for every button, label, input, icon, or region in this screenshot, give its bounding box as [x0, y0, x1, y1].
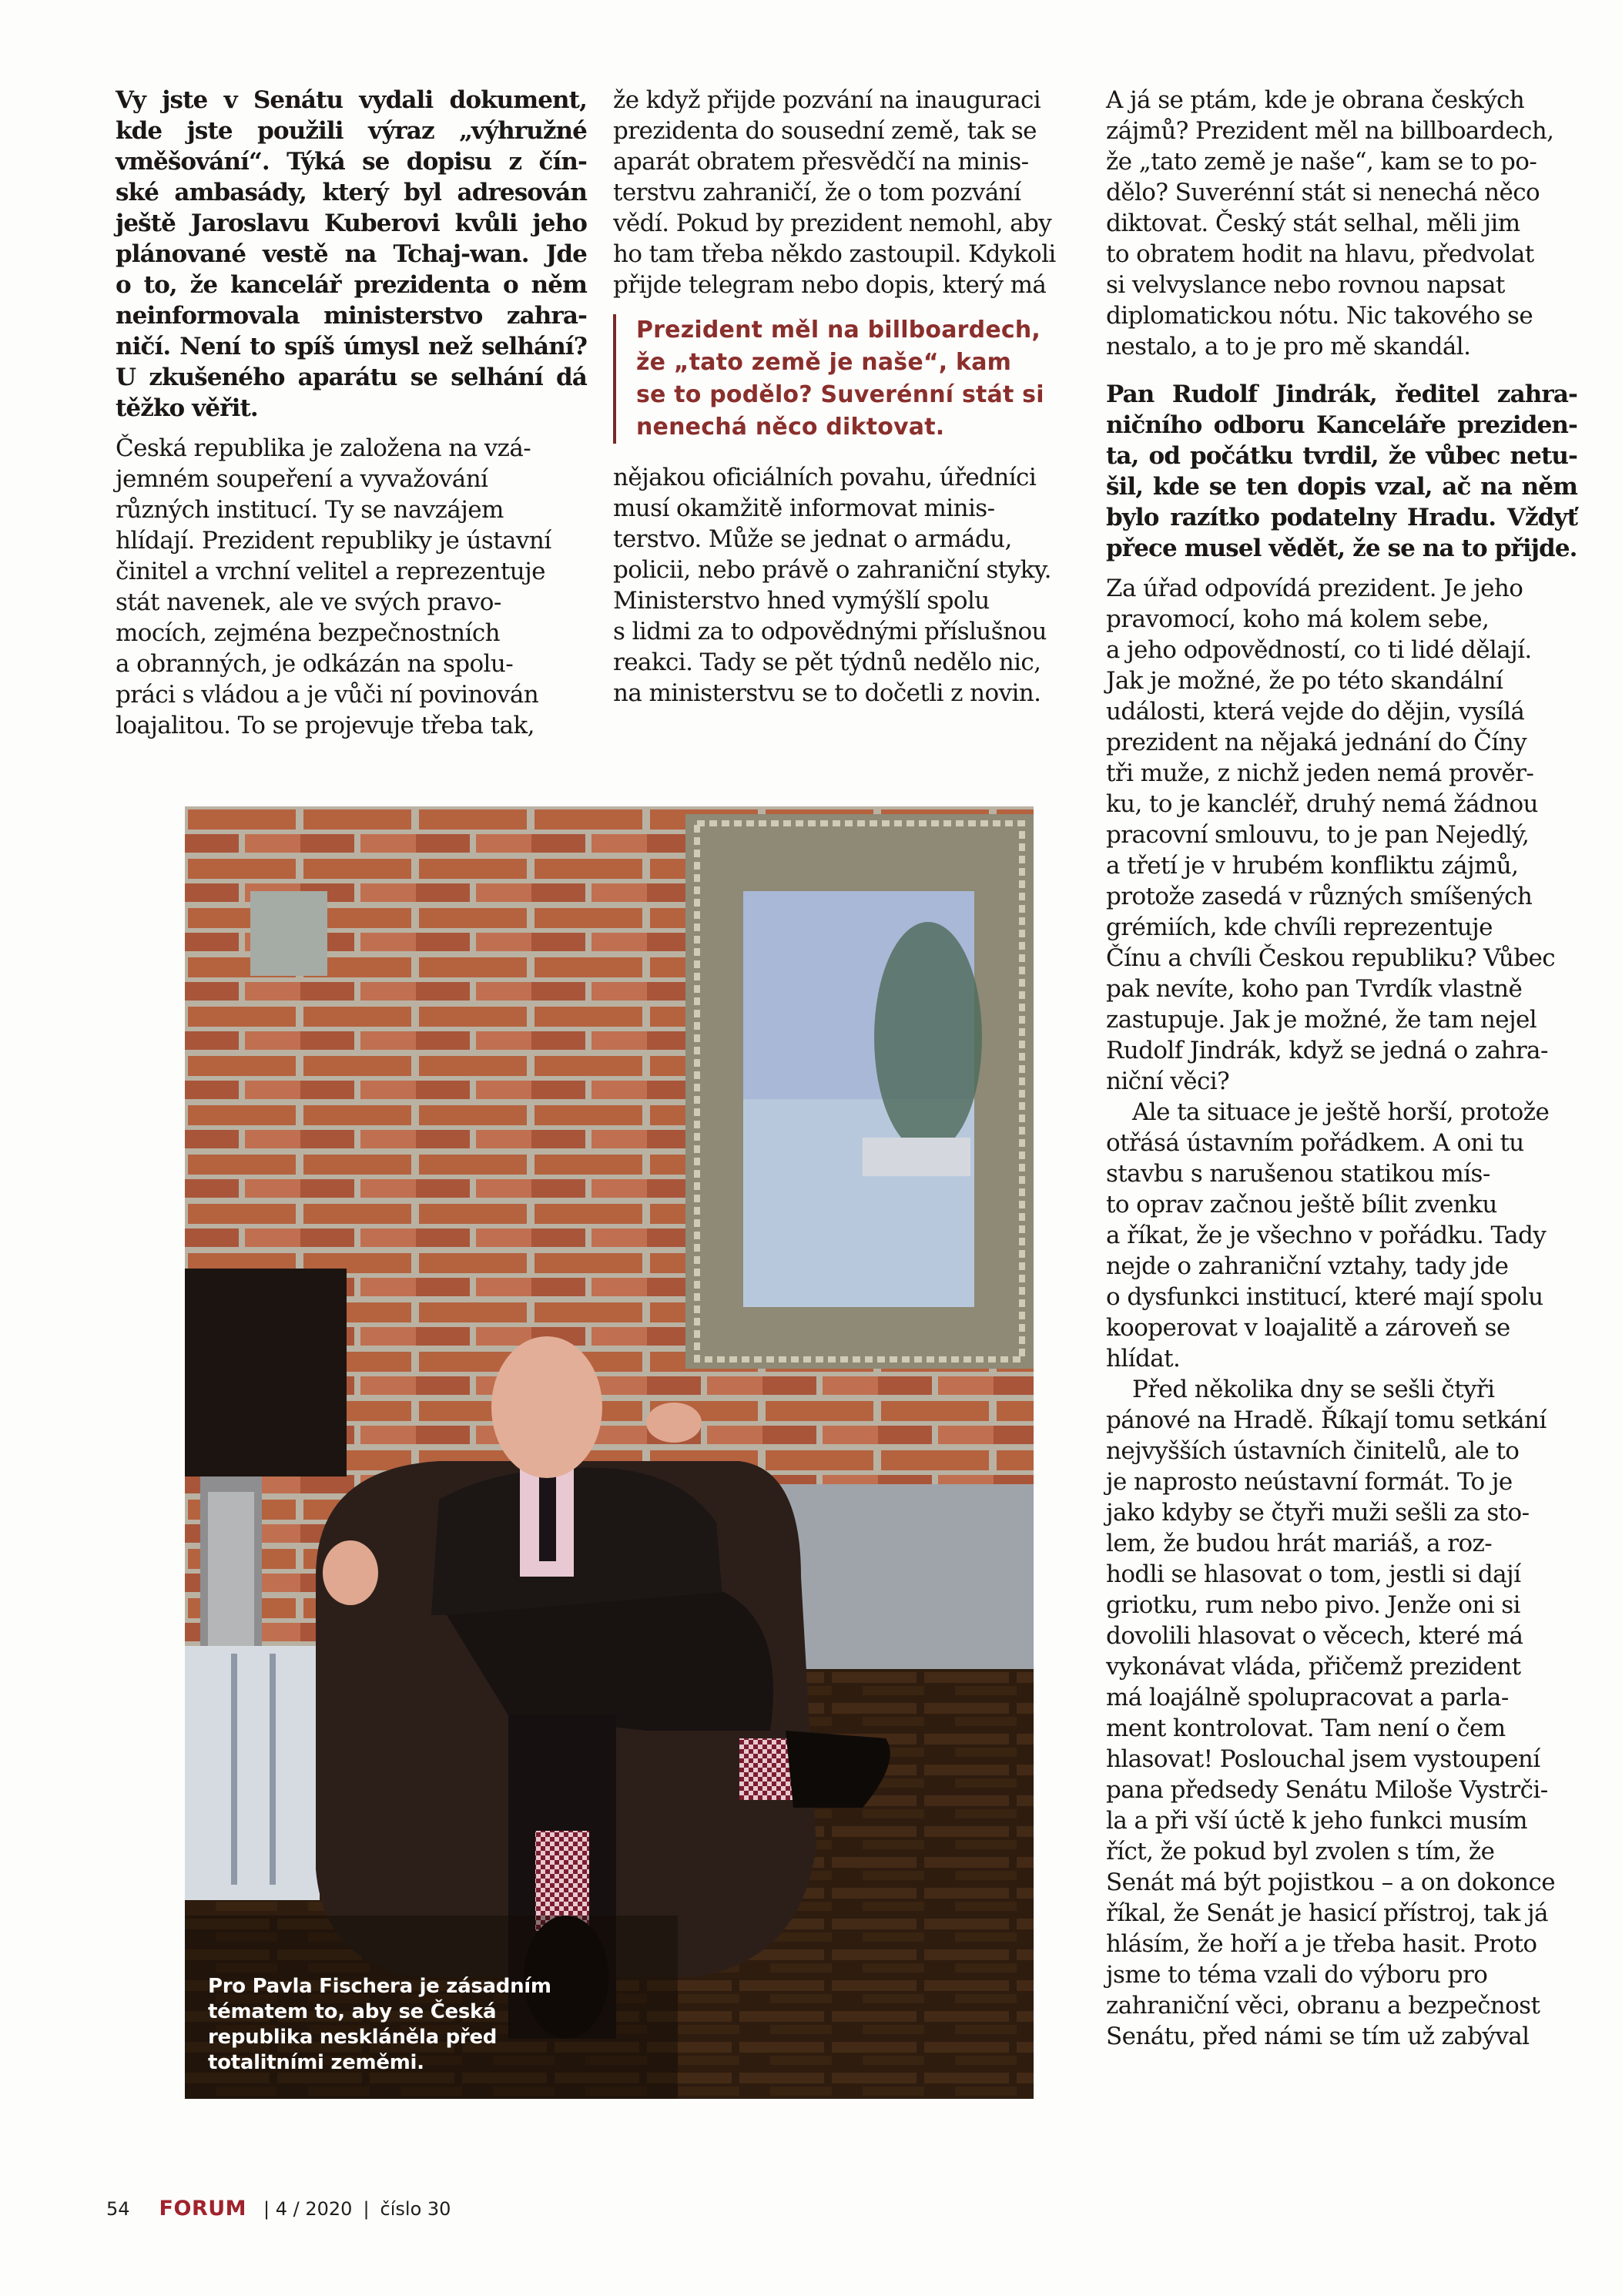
text-line: to oprav začnou ještě bílit zvenku [1106, 1191, 1497, 1218]
text-line: že „tato země je naše“, kam [636, 349, 1012, 376]
text-line: terstvu zahraničí, že o tom pozvání [613, 179, 1021, 206]
text-line: grémiích, kde chvíli reprezentuje [1106, 913, 1493, 941]
portrait-photo [185, 806, 1034, 2099]
issue-number: číslo 30 [380, 2197, 451, 2220]
text-line: šil, kde se ten dopis vzal, ač na něm [1106, 473, 1577, 501]
interview-answer-1 [116, 433, 587, 741]
text-line: různých institucí. Ty se navzájem [116, 496, 504, 524]
interview-question-2 [1106, 379, 1577, 564]
text-line: ment kontrolovat. Tam není o čem [1106, 1714, 1506, 1742]
text-line: pana předsedy Senátu Miloše Vystrči- [1106, 1776, 1548, 1804]
text-line: niční věci? [1106, 1068, 1230, 1095]
suit-jacket [431, 1467, 724, 1615]
text-line: nenechá něco diktovat. [636, 414, 945, 441]
text-line: si velvyslance nebo rovnou napsat [1106, 271, 1505, 299]
text-line: ničí. Není to spíš úmysl než selhání? [116, 333, 587, 360]
text-line: musí okamžitě informovat minis- [613, 494, 995, 522]
text-line: události, která vejde do dějin, vysílá [1106, 698, 1525, 726]
text-line: říct, že pokud byl zvolen s tím, že [1106, 1838, 1495, 1865]
text-line: hodli se hlasovat o tom, jestli si dají [1106, 1560, 1521, 1588]
text-line: Senátu, před námi se tím už zabýval [1106, 2023, 1530, 2050]
text-line: o dysfunkci institucí, které mají spolu [1106, 1283, 1543, 1311]
text-line: Pro Pavla Fischera je zásadním [208, 1975, 551, 1998]
text-line: s lidmi za to odpovědnými příslušnou [613, 618, 1047, 645]
text-line: pánové na Hradě. Říkají tomu setkání [1106, 1406, 1547, 1434]
text-line: kde jste použili výraz „výhružné [116, 117, 587, 145]
text-line: že „tato země je naše“, kam se to po- [1106, 148, 1537, 176]
text-line: stavbu s narušenou statikou mís- [1106, 1160, 1490, 1188]
interview-question-1 [116, 85, 587, 424]
text-line: na ministerstvu se to dočetli z novin. [613, 679, 1041, 707]
text-line: práci s vládou a je vůči ní povinován [116, 681, 539, 709]
text-line: terstvo. Může se jednat o armádu, [613, 525, 1012, 553]
text-line: ku, to je kancléř, druhý nemá žádnou [1106, 790, 1538, 818]
text-line: diplomatickou nótu. Nic takového se [1106, 302, 1533, 330]
text-line: neinformovala ministerstvo zahra- [116, 302, 587, 330]
text-line: Jak je možné, že po této skandální [1106, 667, 1503, 695]
resting-hand [323, 1540, 378, 1605]
text-line: jako kdyby se čtyři muži sešli za sto- [1106, 1499, 1530, 1527]
text-line: vměšování“. Týká se dopisu z čín- [116, 148, 587, 176]
text-line: Za úřad odpovídá prezident. Je jeho [1106, 575, 1523, 602]
text-line: plánované vestě na Tchaj-wan. Jde [116, 240, 587, 268]
answer-continued [613, 85, 1080, 300]
text-line: činitel a vrchní velitel a reprezentuje [116, 558, 545, 585]
text-line: nejvyšších ústavních činitelů, ale to [1106, 1437, 1520, 1465]
column-1 [116, 85, 587, 741]
text-line: Čínu a chvíli Českou republiku? Vůbec [1106, 944, 1556, 972]
text-line: hlásím, že hoří a je třeba hasit. Proto [1106, 1930, 1537, 1958]
text-line: přijde telegram nebo dopis, který má [613, 271, 1047, 299]
text-line: těžko věřit. [116, 394, 258, 422]
text-line: Rudolf Jindrák, když se jedná o zahra- [1106, 1037, 1548, 1064]
text-line: nejde o zahraniční vztahy, tady jde [1106, 1252, 1509, 1280]
interview-answer-2 [1106, 573, 1577, 1097]
text-line: se to podělo? Suverénní stát si [636, 381, 1044, 408]
text-line: prezidenta do sousední země, tak se [613, 117, 1037, 145]
text-line: ho tam třeba někdo zastoupil. Kdykoli [613, 240, 1056, 268]
text-line: loajalitou. To se projevuje třeba tak, [116, 712, 535, 739]
text-line: republika neskláněla před [208, 2026, 498, 2049]
text-line: lem, že budou hrát mariáš, a roz- [1106, 1530, 1493, 1557]
column-3 [1106, 85, 1577, 2052]
text-line: hlídat. [1106, 1345, 1181, 1373]
raised-hand [646, 1403, 702, 1443]
text-line: zájmů? Prezident měl na billboardech, [1106, 117, 1554, 145]
text-line: je naprosto neústavní formát. To je [1106, 1468, 1513, 1496]
footer-separator: | [363, 2197, 370, 2220]
text-line: zahraniční věci, obranu a bezpečnost [1106, 1992, 1540, 2019]
text-line: Ministerstvo hned vymýšlí spolu [613, 587, 990, 615]
text-line: hlídají. Prezident republiky je ústavní [116, 527, 551, 555]
pull-quote [613, 314, 1080, 444]
text-line: Pan Rudolf Jindrák, ředitel zahra- [1106, 380, 1577, 408]
text-line: otřásá ústavním pořádkem. A oni tu [1106, 1129, 1524, 1157]
text-line: griotku, rum nebo pivo. Jenže oni si [1106, 1591, 1520, 1619]
text-line: to obratem hodit na hlavu, předvolat [1106, 240, 1534, 268]
text-line: pracovní smlouvu, to je pan Nejedlý, [1106, 821, 1530, 849]
side-table [185, 1646, 320, 1900]
text-line: stát navenek, ale ve svých pravo- [116, 588, 501, 616]
text-line: Vy jste v Senátu vydali dokument, [116, 86, 587, 114]
text-line: dovolili hlasovat o věcech, které má [1106, 1622, 1523, 1650]
text-line: nějakou oficiálních povahu, úředníci [613, 464, 1037, 491]
column-2 [613, 85, 1080, 709]
text-line: aparát obratem přesvědčí na minis- [613, 148, 1029, 176]
head [491, 1336, 602, 1478]
lamp-shade [185, 1269, 347, 1476]
tie [539, 1476, 556, 1561]
interview-answer-2-paragraph-3 [1106, 1374, 1577, 2052]
text-line: dělo? Suverénní stát si nenechá něco [1106, 179, 1540, 206]
interview-answer-2-paragraph-2 [1106, 1097, 1577, 1374]
page-footer [106, 2197, 451, 2221]
text-line: Před několika dny se sešli čtyři [1132, 1376, 1495, 1403]
text-line: reakci. Tady se pět týdnů nedělo nic, [613, 649, 1041, 676]
text-line: bylo razítko podatelny Hradu. Vždyť [1106, 504, 1577, 531]
text-line: kooperovat v loajalitě a zároveň se [1106, 1314, 1510, 1342]
text-line: ještě Jaroslavu Kuberovi kvůli jeho [116, 209, 587, 237]
text-line: nestalo, a to je pro mě skandál. [1106, 333, 1471, 360]
text-line: jsme to téma vzali do výboru pro [1106, 1961, 1488, 1989]
text-line: že když přijde pozvání na inauguraci [613, 86, 1041, 114]
text-line: vědí. Pokud by prezident nemohl, aby [613, 209, 1052, 237]
issue-date: | 4 / 2020 [263, 2197, 353, 2220]
text-line: Senát má být pojistkou – a on dokonce [1106, 1869, 1556, 1896]
text-line: protože zasedá v různých smíšených [1106, 883, 1533, 910]
magazine-logo: FORUM [159, 2197, 247, 2221]
text-line: a jeho odpovědností, co ti lidé dělají. [1106, 636, 1532, 664]
text-line: ničního odboru Kanceláře preziden- [1106, 411, 1577, 439]
text-line: mocích, zejména bezpečnostních [116, 619, 500, 647]
text-line: A já se ptám, kde je obrana českých [1106, 86, 1525, 114]
text-line: a říkat, že je všechno v pořádku. Tady [1106, 1222, 1547, 1249]
text-line: ské ambasády, který byl adresován [116, 179, 587, 206]
text-line: říkal, že Senát je hasicí přístroj, tak já [1106, 1899, 1548, 1927]
text-line: tématem to, aby se Česká [208, 2000, 497, 2023]
text-line: la a při vší úctě k jeho funkci musím [1106, 1807, 1527, 1835]
text-line: U zkušeného aparátu se selhání dá [116, 364, 587, 391]
text-line: přece musel vědět, že se na to přijde. [1106, 535, 1577, 562]
photo-illustration [185, 806, 1034, 2099]
text-line: tři muže, z nichž jeden nemá prověr- [1106, 759, 1534, 787]
text-line: totalitními zeměmi. [208, 2051, 424, 2074]
text-line: vykonávat vláda, přičemž prezident [1106, 1653, 1521, 1681]
text-line: zastupuje. Jak je možné, že tam nejel [1106, 1006, 1537, 1034]
text-line: hlasovat! Poslouchal jsem vystoupení [1106, 1745, 1540, 1773]
text-line: a třetí je v hrubém konfliktu zájmů, [1106, 852, 1519, 880]
text-line: jemném soupeření a vyvažování [116, 465, 488, 493]
text-line: Prezident měl na billboardech, [636, 317, 1041, 344]
text-line: o to, že kancelář prezidenta o něm [116, 271, 587, 299]
text-line: prezident na nějaká jednání do Číny [1106, 729, 1527, 756]
page-number: 54 [106, 2197, 130, 2220]
answer-continued-3 [1106, 85, 1577, 362]
text-line: Česká republika je založena na vzá- [116, 434, 531, 462]
text-line: policii, nebo právě o zahraniční styky. [613, 556, 1051, 584]
answer-continued-2 [613, 462, 1080, 709]
photo-caption [208, 1974, 551, 2076]
text-line: pravomocí, koho má kolem sebe, [1106, 605, 1490, 633]
text-line: a obranných, je odkázán na spolu- [116, 650, 514, 678]
text-line: Ale ta situace je ještě horší, protože [1132, 1098, 1550, 1126]
text-line: diktovat. Český stát selhal, měli jim [1106, 209, 1520, 237]
text-line: pak nevíte, koho pan Tvrdík vlastně [1106, 975, 1523, 1003]
text-line: má loajálně spolupracovat a parla- [1106, 1684, 1509, 1711]
text-line: ta, od počátku tvrdil, že vůbec netu- [1106, 442, 1577, 470]
